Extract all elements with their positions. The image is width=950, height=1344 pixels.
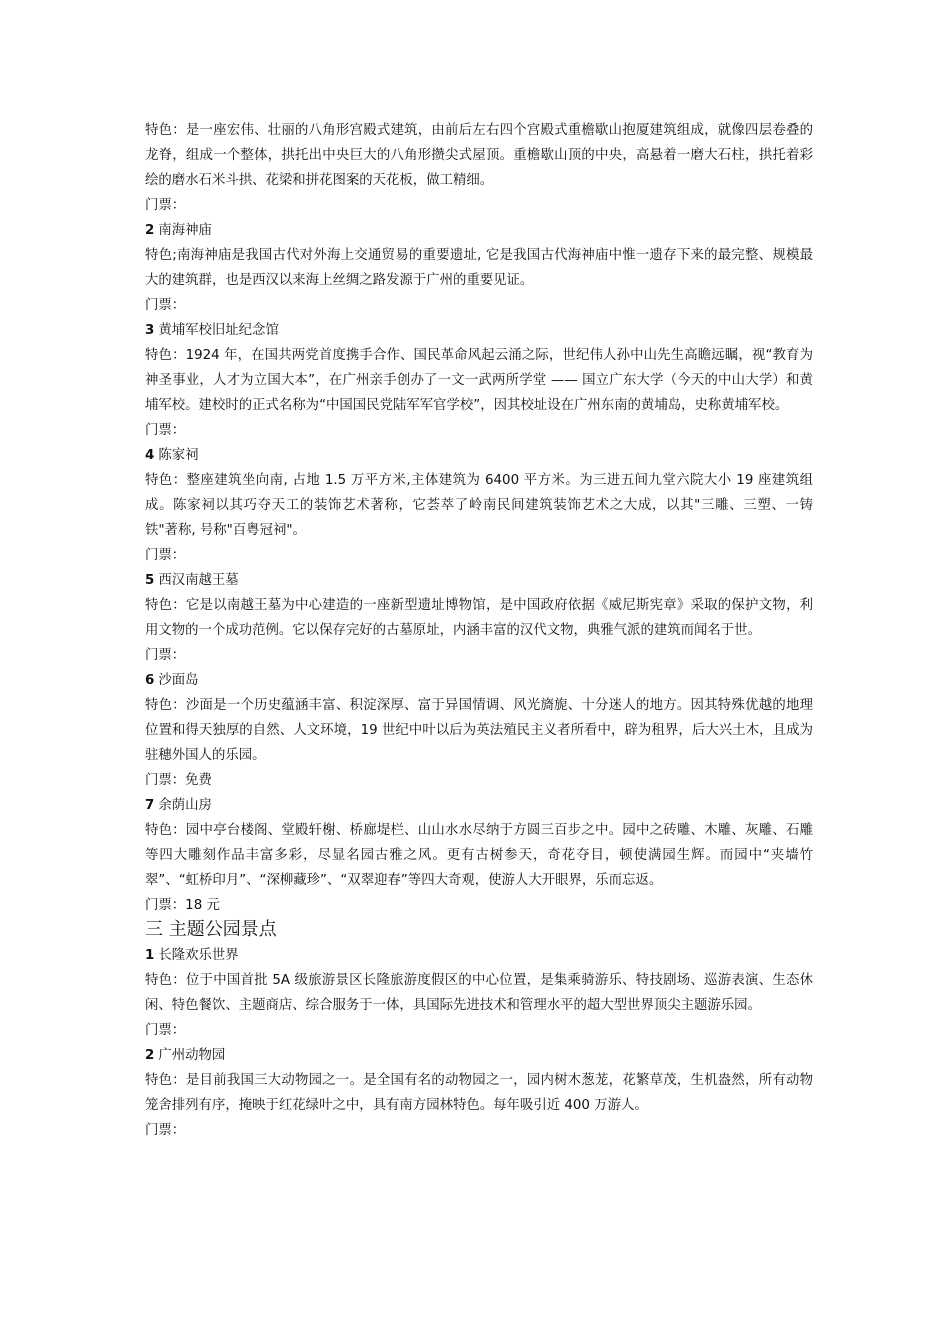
item-title: 长隆欢乐世界 [158,948,239,963]
paragraph-features: 特色：是目前我国三大动物园之一。是全国有名的动物园之一，园内树木葱茏，花繁草茂，生机盎然，所有动物笼舍排列有序，掩映于红花绿叶之中，具有南方园林特色。每年吸引近 400 万游人。 [145,1073,813,1113]
paragraph-features: 特色：它是以南越王墓为中心建造的一座新型遗址博物馆，是中国政府依据《威尼斯宪章》采取的保护文物，利用文物的一个成功范例。它以保存完好的古墓原址，内涵丰富的汉代文物，典雅气派的建筑而闻名于世。 [145,598,813,638]
paragraph-features: 特色：是一座宏伟、壮丽的八角形宫殿式建筑，由前后左右四个宫殿式重檐歇山抱厦建筑组成，就像四层卷叠的龙脊，组成一个整体，拱托出中央巨大的八角形攒尖式屋顶。重檐歇山顶的中央，高悬着一磨大石柱，拱托着彩绘的磨水石米斗拱、花梁和拼花图案的天花板，做工精细。 [145,123,813,188]
ticket-line: 门票： [145,298,186,313]
item-number: 4 [145,448,155,463]
item-title: 南海神庙 [158,223,212,238]
ticket-line: 门票：18 元 [145,898,220,913]
item-number: 7 [145,798,155,813]
item-title: 余荫山房 [158,798,212,813]
paragraph-features: 特色;南海神庙是我国古代对外海上交通贸易的重要遗址, 它是我国古代海神庙中惟一遗存下来的最完整、规模最大的建筑群，也是西汉以来海上丝绸之路发源于广州的重要见证。 [145,248,813,288]
item-title: 广州动物园 [158,1048,226,1063]
ticket-line: 门票：免费 [145,773,212,788]
item-number: 2 [145,1048,155,1063]
item-heading [145,568,813,593]
item-number: 6 [145,673,155,688]
ticket-line: 门票： [145,648,186,663]
document-page [145,118,813,1143]
item-number: 3 [145,323,155,338]
item-title: 黄埔军校旧址纪念馆 [158,323,279,338]
item-title: 西汉南越王墓 [158,573,239,588]
item-heading [145,668,813,693]
ticket-line: 门票： [145,423,186,438]
item-heading [145,443,813,468]
ticket-line: 门票： [145,1123,186,1138]
item-heading [145,218,813,243]
item-title: 沙面岛 [158,673,199,688]
item-number: 1 [145,948,155,963]
item-heading [145,1043,813,1068]
ticket-line: 门票： [145,548,186,563]
paragraph-features: 特色：园中亭台楼阁、堂殿轩榭、桥廊堤栏、山山水水尽纳于方圆三百步之中。园中之砖雕、木雕、灰雕、石雕等四大雕刻作品丰富多彩，尽显名园古雅之风。更有古树参天，奇花夺目，顿使满园生辉。而园中“夹墙竹翠”、“虹桥印月”、“深柳藏珍”、“双翠迎春”等四大奇观，使游人大开眼界，乐而忘返。 [145,823,813,888]
item-heading [145,318,813,343]
item-title: 陈家祠 [158,448,199,463]
item-heading [145,943,813,968]
item-number: 2 [145,223,155,238]
paragraph-features: 特色：沙面是一个历史蕴涵丰富、积淀深厚、富于异国情调、风光旖旎、十分迷人的地方。因其特殊优越的地理位置和得天独厚的自然、人文环境，19 世纪中叶以后为英法殖民主义者所看中，辟为租界，后大兴土木，且成为驻穗外国人的乐园。 [145,698,813,763]
section-title: 三 主题公园景点 [145,919,277,940]
paragraph-features: 特色：整座建筑坐向南, 占地 1.5 万平方米,主体建筑为 6400 平方米。为三进五间九堂六院大小 19 座建筑组成。陈家祠以其巧夺天工的装饰艺术著称，它荟萃了岭南民间建筑装饰艺术之大成，以其"三雕、三塑、一铸铁"著称, 号称"百粤冠祠"。 [145,473,813,538]
item-number: 5 [145,573,155,588]
ticket-line: 门票： [145,1023,186,1038]
paragraph-features: 特色：位于中国首批 5A 级旅游景区长隆旅游度假区的中心位置，是集乘骑游乐、特技剧场、巡游表演、生态休闲、特色餐饮、主题商店、综合服务于一体，具国际先进技术和管理水平的超大型世界顶尖主题游乐园。 [145,973,813,1013]
item-heading [145,793,813,818]
paragraph-features: 特色：1924 年，在国共两党首度携手合作、国民革命风起云涌之际，世纪伟人孙中山先生高瞻远瞩，视“教育为神圣事业，人才为立国大本”，在广州亲手创办了一文一武两所学堂 —— 国立广东大学（今天的中山大学）和黄埔军校。建校时的正式名称为“中国国民党陆军军官学校”，因其校址设在广州东南的黄埔岛，史称黄埔军校。 [145,348,813,413]
ticket-line: 门票： [145,198,186,213]
